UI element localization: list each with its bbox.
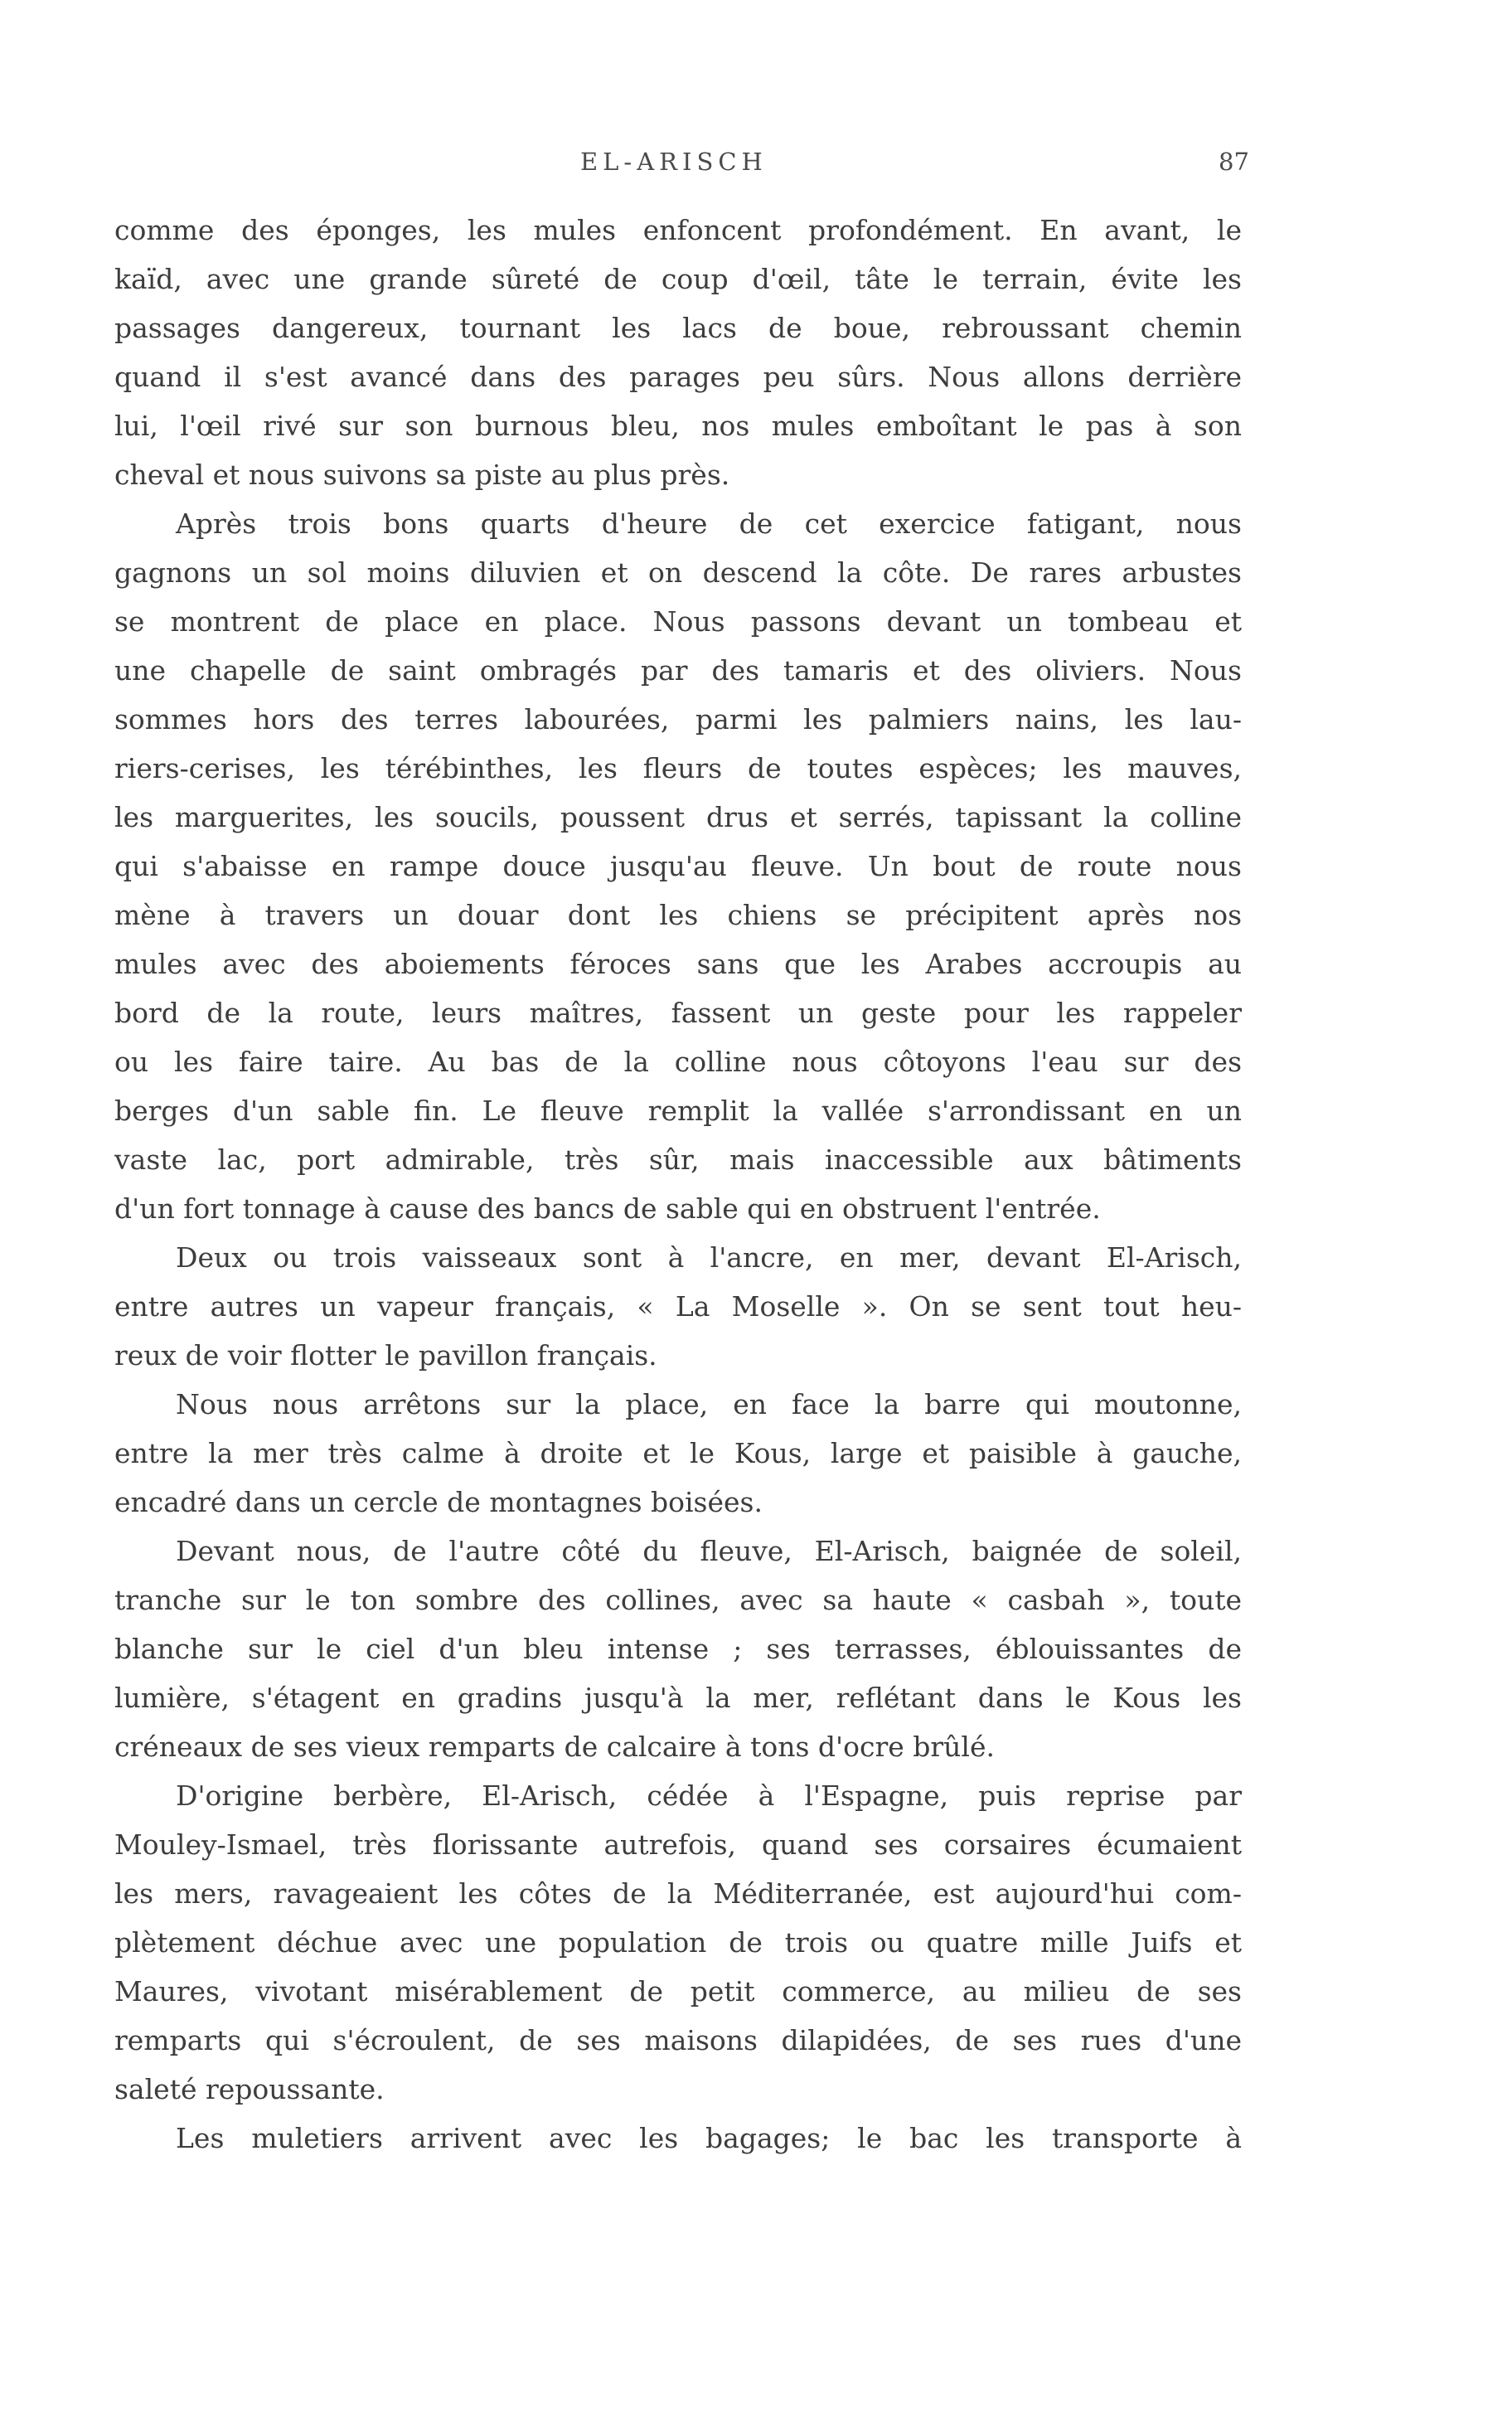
text-line: Les muletiers arrivent avec les bagages; le bac les transporte à <box>176 2122 1242 2154</box>
text-line: reux de voir flotter le pavillon français. <box>114 1339 657 1372</box>
text-line: D'origine berbère, El-Arisch, cédée à l'Espagne, puis reprise par <box>176 1779 1242 1812</box>
text-line: qui s'abaisse en rampe douce jusqu'au fleuve. Un bout de route nous <box>114 850 1242 882</box>
text-line: encadré dans un cercle de montagnes boisées. <box>114 1486 763 1518</box>
text-line: entre autres un vapeur français, « La Moselle ». On se sent tout heu- <box>114 1290 1242 1323</box>
text-line: saleté repoussante. <box>114 2073 385 2105</box>
text-line: Mouley-Ismael, très florissante autrefois, quand ses corsaires écumaient <box>114 1828 1242 1861</box>
text-line: Devant nous, de l'autre côté du fleuve, El-Arisch, baignée de soleil, <box>176 1535 1242 1567</box>
text-line: blanche sur le ciel d'un bleu intense ; ses terrasses, éblouissantes de <box>114 1633 1242 1665</box>
text-line: kaïd, avec une grande sûreté de coup d'œil, tâte le terrain, évite les <box>114 263 1242 295</box>
text-line: quand il s'est avancé dans des parages peu sûrs. Nous allons derrière <box>114 361 1242 393</box>
text-line: bord de la route, leurs maîtres, fassent un geste pour les rappeler <box>114 997 1242 1029</box>
text-line: riers-cerises, les térébinthes, les fleurs de toutes espèces; les mauves, <box>114 752 1242 784</box>
text-line: Après trois bons quarts d'heure de cet exercice fatigant, nous <box>176 507 1242 540</box>
text-line: ou les faire taire. Au bas de la colline nous côtoyons l'eau sur des <box>114 1046 1242 1078</box>
text-line: comme des éponges, les mules enfoncent profondément. En avant, le <box>114 214 1242 246</box>
text-line: créneaux de ses vieux remparts de calcaire à tons d'ocre brûlé. <box>114 1731 995 1763</box>
text-line: passages dangereux, tournant les lacs de boue, rebroussant chemin <box>114 312 1242 344</box>
text-line: lui, l'œil rivé sur son burnous bleu, nos mules emboîtant le pas à son <box>114 410 1242 442</box>
text-line: une chapelle de saint ombragés par des tamaris et des oliviers. Nous <box>114 654 1242 687</box>
text-line: se montrent de place en place. Nous passons devant un tombeau et <box>114 605 1242 638</box>
text-line: mène à travers un douar dont les chiens se précipitent après nos <box>114 899 1242 931</box>
text-line: cheval et nous suivons sa piste au plus près. <box>114 459 730 491</box>
text-line: lumière, s'étagent en gradins jusqu'à la mer, reflétant dans le Kous les <box>114 1682 1242 1714</box>
text-line: Deux ou trois vaisseaux sont à l'ancre, en mer, devant El-Arisch, <box>176 1241 1242 1274</box>
text-line: Nous nous arrêtons sur la place, en face la barre qui moutonne, <box>176 1388 1242 1420</box>
text-line: mules avec des aboiements féroces sans que les Arabes accroupis au <box>114 948 1242 980</box>
text-line: d'un fort tonnage à cause des bancs de sable qui en obstruent l'entrée. <box>114 1192 1101 1225</box>
body-text <box>114 206 1242 2163</box>
text-line: gagnons un sol moins diluvien et on descend la côte. De rares arbustes <box>114 556 1242 589</box>
running-head <box>0 148 1512 181</box>
text-line: remparts qui s'écroulent, de ses maisons dilapidées, de ses rues d'une <box>114 2024 1242 2056</box>
text-line: berges d'un sable fin. Le fleuve remplit la vallée s'arrondissant en un <box>114 1095 1242 1127</box>
text-line: les mers, ravageaient les côtes de la Méditerranée, est aujourd'hui com- <box>114 1877 1242 1910</box>
text-line: plètement déchue avec une population de trois ou quatre mille Juifs et <box>114 1926 1242 1959</box>
text-line: entre la mer très calme à droite et le Kous, large et paisible à gauche, <box>114 1437 1242 1469</box>
text-line: vaste lac, port admirable, très sûr, mais inaccessible aux bâtiments <box>114 1143 1242 1176</box>
page-number: 87 <box>1219 148 1249 176</box>
text-line: sommes hors des terres labourées, parmi les palmiers nains, les lau- <box>114 703 1242 736</box>
text-line: Maures, vivotant misérablement de petit commerce, au milieu de ses <box>114 1975 1242 2008</box>
text-line: tranche sur le ton sombre des collines, avec sa haute « casbah », toute <box>114 1584 1242 1616</box>
running-title: EL-ARISCH <box>580 148 768 176</box>
text-line: les marguerites, les soucils, poussent drus et serrés, tapissant la colline <box>114 801 1242 833</box>
